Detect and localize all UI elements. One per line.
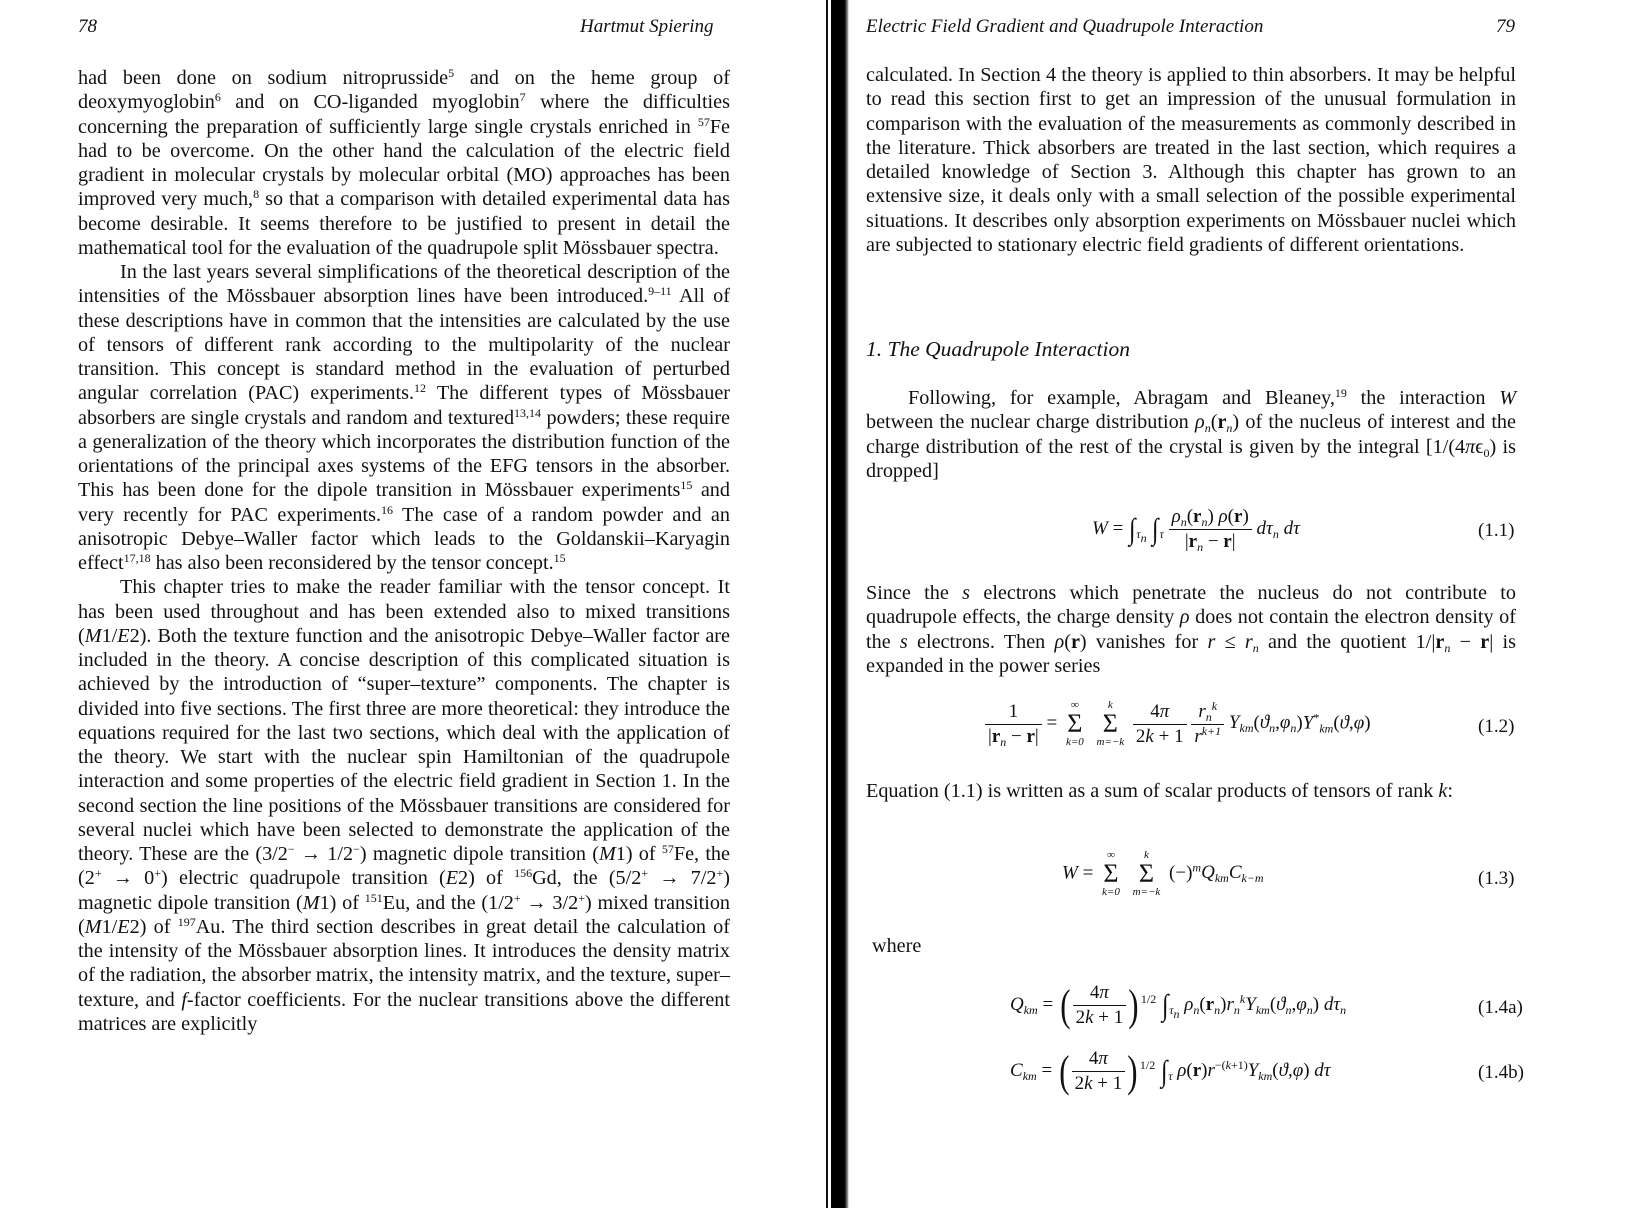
equation-1-3: W = ∞ Σ k=0 k Σ m=−k $(-)^mQ_{km}C_{k-m}$ (1062, 849, 1264, 898)
paragraph-following: Following, for example, Abragam and Bleaney,$^{19}$ the interaction W between the nuclear charge distribution $\rho_n(r_n)$ of the nucleus of interest and the charge distribution of the rest of the crystal is given by the integral [$1/(4\pi\epsilon_0)$ is dropped] (866, 386, 1517, 482)
equation-1-4a: $Q_{km}$ = ( $\frac{4\pi}{2k + 1}$ ) $^{1/2}$ $\int_{\tau_n}$ $\rho_n(r_n)r_n^kY_{km}(ϑ_n,\varphi_n)$ $d\tau_n$ (1010, 981, 1347, 1030)
equation-1-4b: $C_{km}$ = ( $\frac{4\pi}{2k + 1}$ ) $^{1/2}$ $\int_\tau$ $\rho(r)r^{-(k+1)}Y_{km}(ϑ,\varphi)$ dτ (1010, 1047, 1331, 1096)
equation-label: (1.2) (1478, 716, 1515, 737)
equation-label: (1.3) (1478, 868, 1515, 889)
intro-paragraph: calculated. In Section 4 the theory is applied to thin absorbers. It may be helpful to read this section first to get an impression of the unusual formulation in comparison with the evaluation of the measurements as commonly described in the literature. Thick absorbers are treated in the last section, which requires a detailed knowledge of Section 3. Although this chapter has grown to an extensive size, it deals only with a small selection of the possible experimental situations. It describes only absorption experiments on Mössbauer nuclei which are subjected to stationary electric field gradients of different orientations. (866, 64, 1516, 256)
paragraph: This chapter tries to make the reader familiar with the tensor concept. It has been used throughout and has been extended also to mixed transitions (M1/E2). Both the texture function and the anisotropic Debye–Waller factor are included in the theory. A concise description of this complicated situation is achieved by the introduction of “super–texture” components. The chapter is divided into five sections. The first three are more theoretical: they introduce the equations required for the last two sections, which deal with the application of the theory. We start with the nuclear spin Hamiltonian of the quadrupole interaction and some properties of the electric field gradient in Section 1. In the second section the line positions of the Mössbauer transitions are considered for several nuclei which have been selected to demonstrate the application of the theory. These are the (3/2− → 1/2−) magnetic dipole transition (M1) of $^{57}$Fe, the (2+ → 0+) electric quadrupole transition (E2) of $^{156}$Gd, the (5/2+ → 7/2+) magnetic dipole transition (M1) of $^{151}$Eu, and the (1/2+ → 3/2+) mixed transition (M1/E2) of $^{197}$Au. The third section describes in great detail the calculation of the intensity of the Mössbauer absorption lines. It introduces the density matrix of the radiation, the absorber matrix, the intensity matrix, and the texture, super–texture, and f-factor coefficients. For the nuclear transitions above the different matrices are explicitly (78, 576, 731, 1035)
left-body-text (78, 66, 730, 1036)
running-head-right: Electric Field Gradient and Quadrupole Interaction (866, 16, 1264, 37)
book-spine-shadow (831, 0, 849, 1208)
equation-label: (1.4b) (1478, 1062, 1524, 1083)
paragraph-since: Since the s electrons which penetrate the nucleus do not contribute to quadrupole effects, the charge density ρ does not contain the electron density of the s electrons. Then ρ(r) vanishes for $r \le r_n$ and the quotient $1/|r_n - r|$ is expanded in the power series (866, 582, 1516, 677)
paragraph: had been done on sodium nitroprusside$^5$ and on the heme group of deoxymyoglobin$^6$ and on CO-liganded myoglobin$^7$ where the difficulties concerning the preparation of sufficiently large single crystals enriched in $^{57}$Fe had to be overcome. On the other hand the calculation of the electric field gradient in molecular crystals by molecular orbital (MO) approaches has been improved very much,$^8$ so that a comparison with detailed experimental data has become desirable. It seems therefore to be justified to present in detail the mathematical tool for the evaluation of the quadrupole split Mössbauer spectra. (78, 66, 731, 259)
paragraph-equation: Equation (1.1) is written as a sum of scalar products of tensors of rank k: (866, 780, 1453, 802)
book-spine-edge (826, 0, 828, 1208)
where-label: where (872, 935, 922, 957)
running-head-left: Hartmut Spiering (580, 16, 714, 37)
page-number-right: 79 (1496, 16, 1515, 37)
paragraph: In the last years several simplifications of the theoretical description of the intensities of the Mössbauer absorption lines have been introduced.$^{9-11}$ All of these descriptions have in common that the intensities are calculated by the use of tensors of different rank according to the multipolarity of the nuclear transition. This concept is standard method in the evaluation of perturbed angular correlation (PAC) experiments.$^{12}$ The different types of Mössbauer absorbers are single crystals and random and textured$^{13,14}$ powders; these require a generalization of the theory which incorporates the distribution function of the orientations of the principal axes systems of the EFG tensors in the absorber. This has been done for the dipole transition in Mössbauer experiments$^{15}$ and very recently for PAC experiments.$^{16}$ The case of a random powder and an anisotropic Debye–Waller factor which leads to the Goldanskii–Karyagin effect$^{17,18}$ has also been reconsidered by the tensor concept.$^{15}$ (78, 261, 730, 574)
section-title: 1. The Quadrupole Interaction (866, 337, 1130, 361)
equation-1-1: $W = \int_{\tau_n}$ $\int_\tau$ $\frac{\rho_n(r_n) \rho(r)}{|r_n - r|}$ $d\tau_n$ dτ (1092, 506, 1300, 554)
equation-1-2: $\frac{1}{|r_n - r|}$ = ∞ Σ k=0 k Σ m=−k $\frac{4\pi}{2k + 1}$ $\frac{r_n^k}{r^{k+1}}$ $Y_{km}(ϑ_n,\varphi_n)Y^*_{km}(ϑ,\varphi)$ (985, 700, 1371, 748)
equation-label: (1.4a) (1478, 997, 1523, 1018)
equation-label: (1.1) (1478, 520, 1515, 541)
page-number-left: 78 (78, 16, 97, 37)
